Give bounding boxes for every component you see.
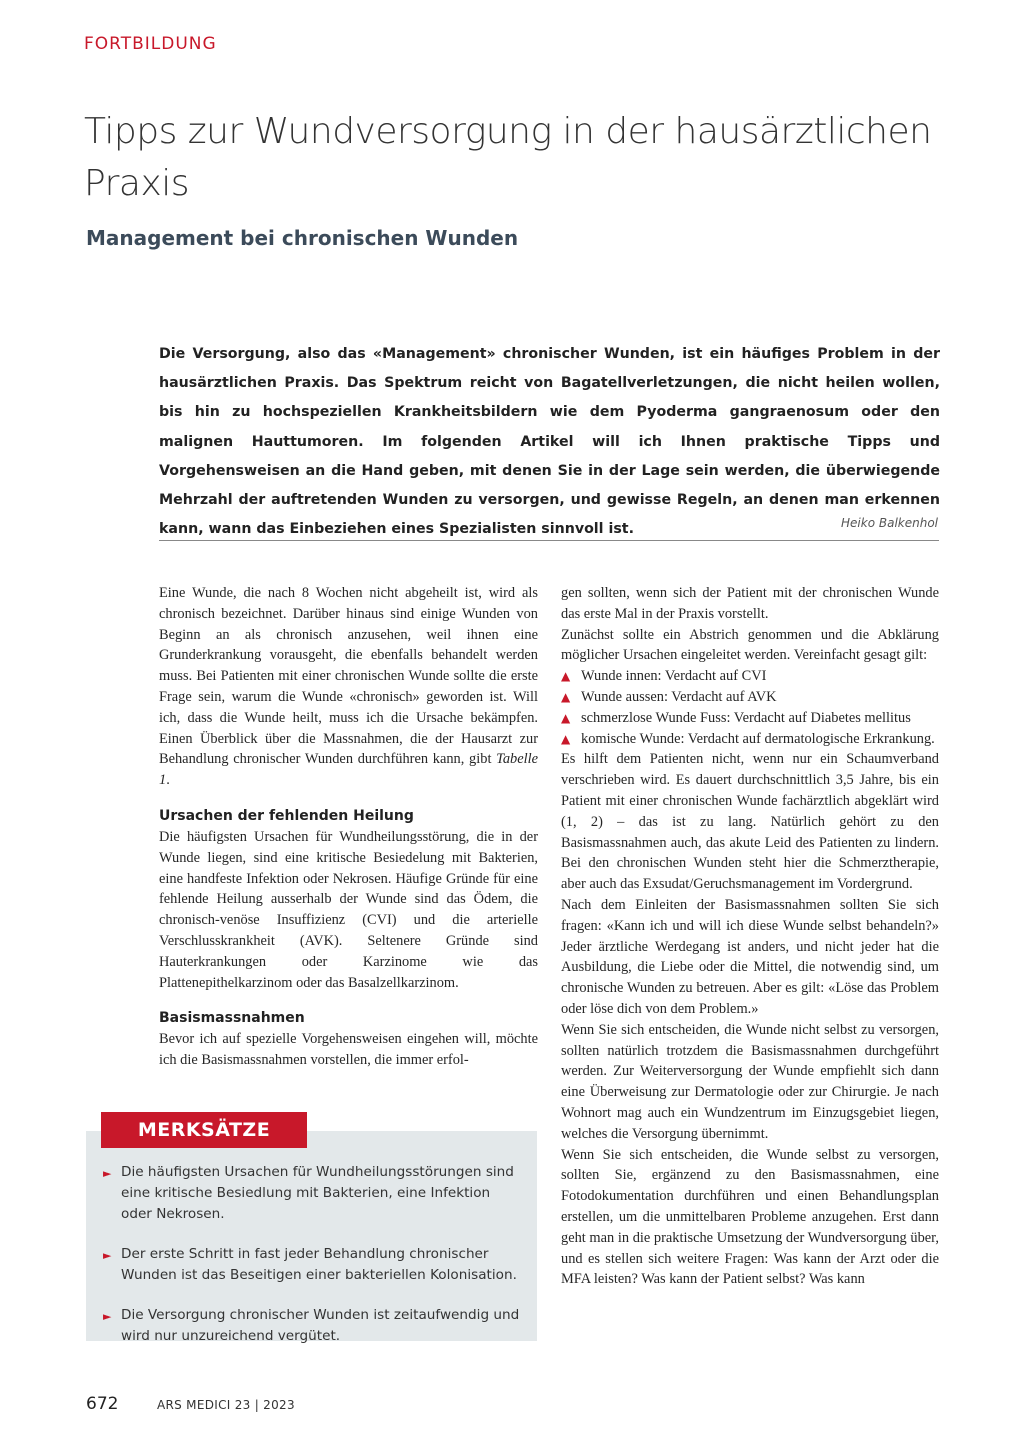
article-subtitle: Management bei chronischen Wunden [86,226,519,250]
merksatz-item [103,1162,523,1225]
red-triangle-icon: ▲ [561,669,571,684]
paragraph: Wenn Sie sich entscheiden, die Wunde selbst zu versorgen, sollten Sie, ergänzend zu den Basismassnahmen, eine Fotodokumentation durchführen und einen Behandlungsplan erstellen, um die unmittelbaren Probleme anzugehen. Erst dann geht man in die praktische Umsetzung der Wundversorgung über, und es stellen sich weitere Fragen: Was kann der Arzt oder die MFA leisten? Was kann der Patient selbst? Was kann [561,1146,939,1288]
heading-causes: Ursachen der fehlenden Heilung [159,807,414,824]
paragraph: Es hilft dem Patienten nicht, wenn nur ein Schaumverband verschrieben wird. Es dauert durchschnittlich 3,5 Jahre, bis ein Patient mit einer chronischen Wunde fachärztlich abgeklärt wird (1, 2) – das ist zu lang. Natürlich gehört zu den Basismassnahmen auch, das akute Leid des Patienten zu lindern. Bei den chronischen Wunden steht hier die Schmerztherapie, aber auch das Exsudat/Geruchsmanagement im Vordergrund. [561,751,939,893]
right-column [561,583,939,1290]
basis-paragraph: Bevor ich auf spezielle Vorgehensweisen eingehen will, möchte ich die Basismassnahmen vorstellen, die immer erfol- [159,1031,538,1069]
merksatz-item [103,1305,523,1347]
author-name: Heiko Balkenhol [841,516,938,530]
red-arrow-icon: ► [103,1310,112,1323]
list-item-text: Wunde innen: Verdacht auf CVI [581,668,767,685]
merksatz-text: Die Versorgung chronischer Wunden ist zeitaufwendig und wird nur unzureichend vergütet. [121,1307,520,1344]
page-number: 672 [86,1394,119,1414]
red-triangle-icon: ▲ [561,710,571,725]
article-title: Tipps zur Wundversorgung in der hausärztlichen Praxis [84,111,932,204]
intro-text-end: . [166,772,170,789]
paragraph: gen sollten, wenn sich der Patient mit der chronischen Wunde das erste Mal in der Praxis vorstellt. [561,585,939,622]
red-triangle-icon: ▲ [561,731,571,746]
list-item-text: schmerzlose Wunde Fuss: Verdacht auf Diabetes mellitus [581,709,911,726]
red-arrow-icon: ► [103,1249,112,1262]
list-item [561,666,939,687]
paragraph: Wenn Sie sich entscheiden, die Wunde nicht selbst zu versorgen, sollten natürlich trotzdem die Basismassnahmen durchgeführt werden. Zur Weiterversorgung der Wunde empfiehlt sich dann eine Überweisung zur Dermatologie oder zur Chirurgie. Je nach Wohnort mag auch ein Wundzentrum im Einzugsgebiet liegen, welches die Versorgung übernimmt. [561,1021,939,1142]
intro-paragraph [159,583,538,791]
list-item-text: Wunde aussen: Verdacht auf AVK [581,688,777,705]
list-item [561,708,939,729]
cause-list [561,666,939,749]
merksatz-text: Der erste Schritt in fast jeder Behandlung chronischer Wunden ist das Beseitigen einer bakteriellen Kolonisation. [121,1246,517,1283]
left-column [159,583,538,1071]
heading-basis: Basismassnahmen [159,1010,305,1027]
paragraph: Zunächst sollte ein Abstrich genommen und die Abklärung möglicher Ursachen eingeleitet werden. Vereinfacht gesagt gilt: [561,626,939,664]
journal-name: ARS MEDICI 23 | 2023 [157,1398,295,1412]
intro-text: Eine Wunde, die nach 8 Wochen nicht abgeheilt ist, wird als chronisch bezeichnet. Darüber hinaus sind einige Wunden von Beginn an als chronisch anzusehen, weil ihnen eine Grunderkrankung vorausgeht, die ebenfalls behandelt werden muss. Bei Patienten mit einer chronischen Wunde sollte die erste Frage sein, warum die Wunde «chronisch» geworden ist. Will ich, dass die Wunde heilt, muss ich die Ursache bekämpfen. Einen Überblick über die Massnahmen, die der Hausarzt zur Behandlung chronischer Wunden durchführen kann, gibt [159,585,538,768]
section-label: FORTBILDUNG [84,34,217,54]
merksaetze-title: MERKSÄTZE [101,1112,307,1148]
merksatz-text: Die häufigsten Ursachen für Wundheilungsstörungen sind eine kritische Besiedlung mit Bakterien, eine Infektion oder Nekrosen. [121,1164,514,1222]
merksaetze-list [103,1162,523,1366]
red-triangle-icon: ▲ [561,689,571,704]
divider [159,540,939,541]
list-item [561,687,939,708]
paragraph: Nach dem Einleiten der Basismassnahmen sollten Sie sich fragen: «Kann ich und will ich diese Wunde selbst behandeln?» Jeder ärztliche Werdegang ist anders, und nicht jeder hat die Ausbildung, die Liebe oder die Mittel, die notwendig sind, um chronische Wunden zu betreuen. Aber es gilt: «Löse das Problem oder löse dich von dem Problem.» [561,896,939,1017]
red-arrow-icon: ► [103,1167,112,1180]
merksatz-item [103,1244,523,1286]
list-item [561,729,939,750]
list-item-text: komische Wunde: Verdacht auf dermatologische Erkrankung. [581,730,935,747]
lead-paragraph: Die Versorgung, also das «Management» chronischer Wunden, ist ein häufiges Problem in der hausärztlichen Praxis. Das Spektrum reicht von Bagatellverletzungen, die nicht heilen wollen, bis hin zu hochspeziellen Krankheitsbildern wie dem Pyoderma gangraenosum oder den malignen Hauttumoren. Im folgenden Artikel will ich Ihnen praktische Tipps und Vorgehensweisen an die Hand geben, mit denen Sie in der Lage sein werden, die überwiegende Mehrzahl der auftretenden Wunden zu versorgen, und gewisse Regeln, an denen man erkennen kann, wann das Einbeziehen eines Spezialisten sinnvoll ist. [159,346,940,538]
table-reference: Tabelle 1 [159,751,538,789]
causes-paragraph: Die häufigsten Ursachen für Wundheilungsstörung, die in der Wunde liegen, sind eine kritische Besiedelung mit Bakterien, eine handfeste Infektion oder Nekrosen. Häufige Gründe für eine fehlende Heilung ausserhalb der Wunde sind das Ödem, die chronisch-venöse Insuffizienz (CVI) und die arterielle Verschlusskrankheit (AVK). Seltenere Gründe sind Hauterkrankungen oder Karzinome wie das Plattenepithelkarzinom oder das Basalzellkarzinom. [159,828,538,991]
